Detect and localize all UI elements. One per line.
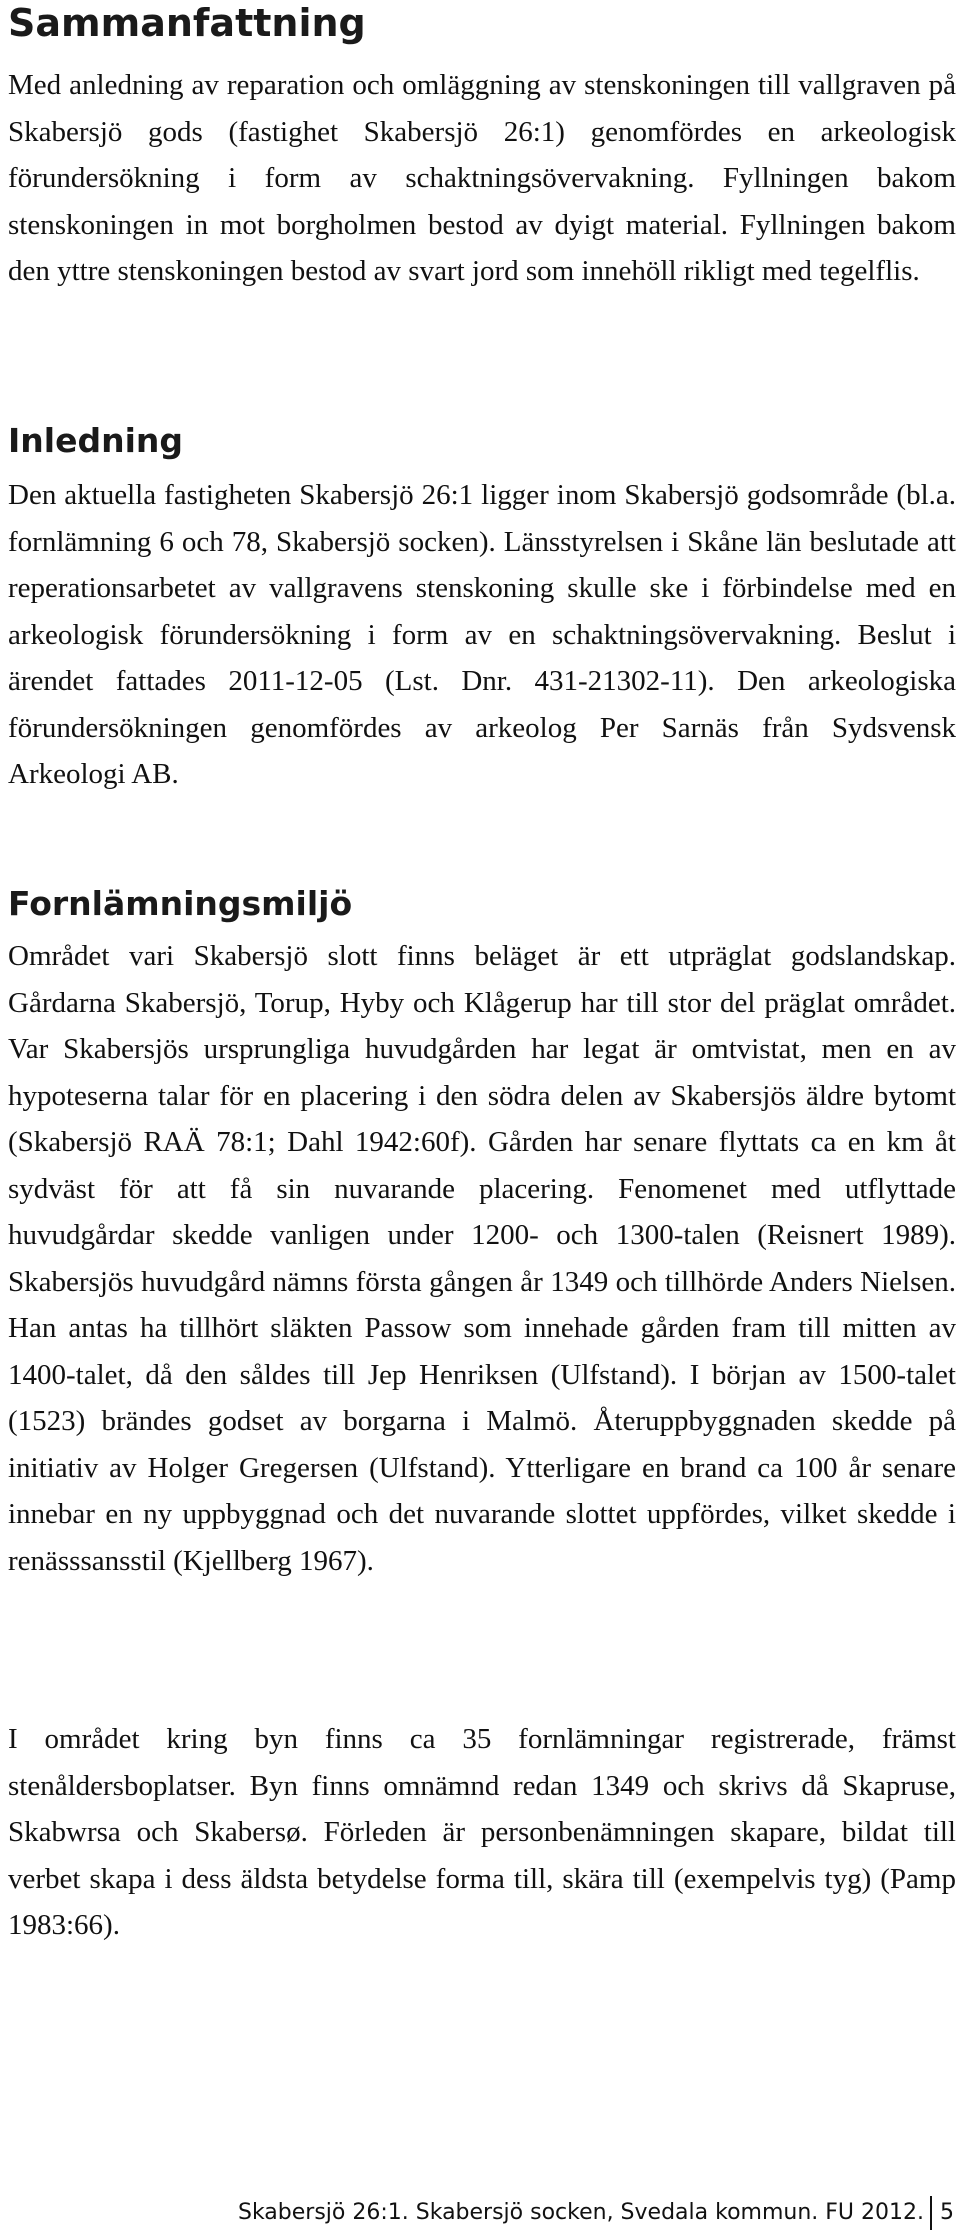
footer-text: Skabersjö 26:1. Skabersjö socken, Svedala kommun. FU 2012.	[237, 2200, 924, 2225]
paragraph-sammanfattning: Med anledning av reparation och omläggning av stenskoningen till vallgraven på Skabersjö gods (fastighet Skabersjö 26:1) genomfördes en arkeologisk förundersökning i form av schaktningsövervakning. Fyllningen bakom stenskoningen in mot borgholmen bestod av dyigt material. Fyllningen bakom den yttre stenskoningen bestod av svart jord som innehöll rikligt med tegelflis.	[8, 69, 956, 287]
heading-sammanfattning: Sammanfattning	[8, 1, 366, 45]
heading-inledning: Inledning	[8, 421, 184, 460]
page-number: 5	[940, 2200, 954, 2225]
heading-fornlamningsmiljo: Fornlämningsmiljö	[8, 884, 353, 923]
paragraph-fornlamningsmiljo-1: Området vari Skabersjö slott finns beläget är ett utpräglat godslandskap. Gårdarna Skabersjö, Torup, Hyby och Klågerup har till stor del präglat området. Var Skabersjös ursprungliga huvudgården har legat är omtvistat, men en av hypoteserna talar för en placering i den södra delen av Skabersjös äldre bytomt (Skabersjö RAÄ 78:1; Dahl 1942:60f). Gården har senare flyttats ca en km åt sydväst för att få sin nuvarande placering. Fenomenet med utflyttade huvudgårdar skedde vanligen under 1200- och 1300-talen (Reisnert 1989). Skabersjös huvudgård nämns första gången år 1349 och tillhörde Anders Nielsen. Han antas ha tillhört släkten Passow som innehade gården fram till mitten av 1400-talet, då den såldes till Jep Henriksen (Ulfstand). I början av 1500-talet (1523) brändes godset av borgarna i Malmö. Återuppbyggnaden skedde på initiativ av Holger Gregersen (Ulfstand). Ytterligare en brand ca 100 år senare innebar en ny uppbyggnad och det nuvarande slottet uppfördes, vilket skedde i renässsansstil (Kjellberg 1967).	[8, 940, 956, 1577]
footer-divider	[930, 2196, 932, 2230]
page-footer	[238, 2196, 954, 2230]
paragraph-fornlamningsmiljo-2: I området kring byn finns ca 35 fornlämningar registrerade, främst stenåldersboplatser. Byn finns omnämnd redan 1349 och skrivs då Skapruse, Skabwrsa och Skabersø. Förleden är personbenämningen skapare, bildat till verbet skapa i dess äldsta betydelse forma till, skära till (exempelvis tyg) (Pamp 1983:66).	[8, 1723, 956, 1941]
paragraph-inledning: Den aktuella fastigheten Skabersjö 26:1 ligger inom Skabersjö godsområde (bl.a. fornlämning 6 och 78, Skabersjö socken). Länsstyrelsen i Skåne län beslutade att reperationsarbetet av vallgravens stenskoning skulle ske i förbindelse med en arkeologisk förundersökning i form av en schaktningsövervakning. Beslut i ärendet fattades 2011-12-05 (Lst. Dnr. 431-21302-11). Den arkeologiska förundersökningen genomfördes av arkeolog Per Sarnäs från Sydsvensk Arkeologi AB.	[8, 479, 956, 790]
